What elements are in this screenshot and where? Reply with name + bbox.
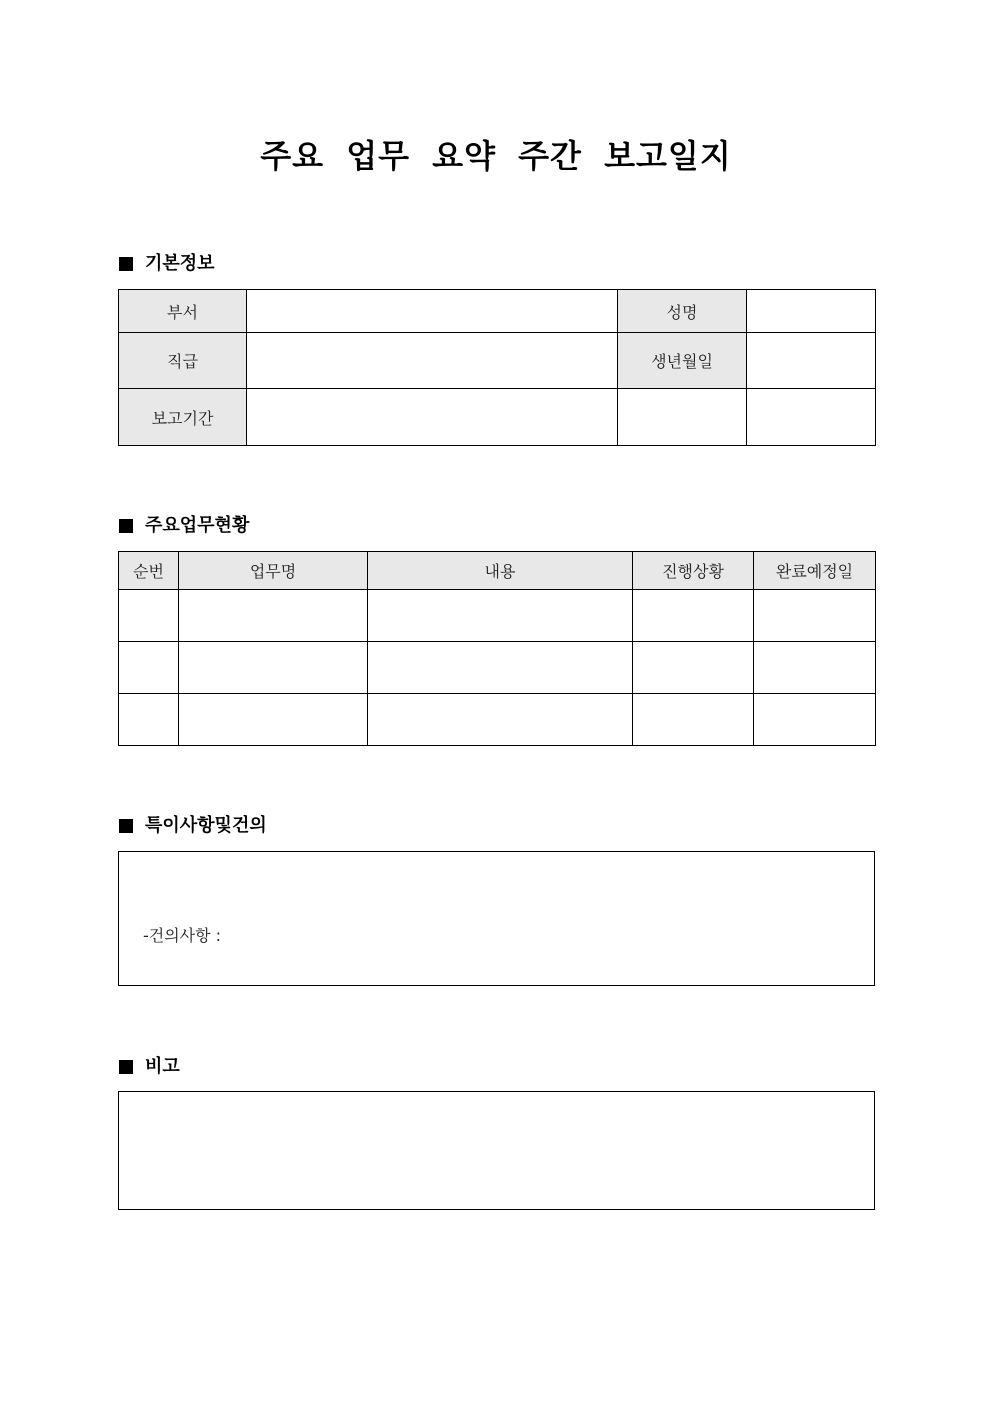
table-row — [119, 333, 876, 389]
report-period-label: 보고기간 — [119, 389, 247, 446]
task-content-cell[interactable] — [368, 694, 633, 746]
report-period-field[interactable] — [247, 389, 618, 446]
task-due-date-cell[interactable] — [754, 694, 876, 746]
birthdate-label: 생년월일 — [618, 333, 747, 389]
remarks-heading — [119, 1055, 180, 1079]
task-name-cell[interactable] — [179, 694, 368, 746]
column-header-content: 내용 — [368, 552, 633, 590]
department-label: 부서 — [119, 290, 247, 333]
special-notes-heading — [119, 814, 267, 838]
column-header-no: 순번 — [119, 552, 179, 590]
square-bullet-icon — [119, 519, 133, 533]
blank-cell[interactable] — [747, 389, 876, 446]
table-row — [119, 694, 876, 746]
basic-info-heading-label: 기본정보 — [145, 253, 215, 274]
task-name-cell[interactable] — [179, 642, 368, 694]
square-bullet-icon — [119, 819, 133, 833]
task-name-cell[interactable] — [179, 590, 368, 642]
task-progress-cell[interactable] — [633, 590, 754, 642]
suggestion-label: -건의사항 : — [143, 926, 222, 945]
column-header-progress: 진행상황 — [633, 552, 754, 590]
basic-info-table — [118, 289, 876, 446]
page-title: 주요 업무 요약 주간 보고일지 — [260, 137, 732, 175]
position-label: 직급 — [119, 333, 247, 389]
position-field[interactable] — [247, 333, 618, 389]
table-row — [119, 389, 876, 446]
special-notes-heading-label: 특이사항및건의 — [145, 815, 267, 836]
main-tasks-heading-label: 주요업무현황 — [145, 515, 250, 536]
column-header-task-name: 업무명 — [179, 552, 368, 590]
task-content-cell[interactable] — [368, 590, 633, 642]
department-field[interactable] — [247, 290, 618, 333]
table-row — [119, 590, 876, 642]
main-tasks-table — [118, 551, 876, 746]
table-row — [119, 290, 876, 333]
task-progress-cell[interactable] — [633, 642, 754, 694]
remarks-heading-label: 비고 — [145, 1056, 180, 1077]
basic-info-heading — [119, 252, 215, 276]
special-notes-box[interactable] — [118, 851, 875, 986]
name-field[interactable] — [747, 290, 876, 333]
blank-cell[interactable] — [618, 389, 747, 446]
name-label: 성명 — [618, 290, 747, 333]
table-row — [119, 642, 876, 694]
remarks-box[interactable] — [118, 1091, 875, 1210]
column-header-due-date: 완료예정일 — [754, 552, 876, 590]
task-content-cell[interactable] — [368, 642, 633, 694]
birthdate-field[interactable] — [747, 333, 876, 389]
square-bullet-icon — [119, 257, 133, 271]
task-due-date-cell[interactable] — [754, 590, 876, 642]
task-no-cell[interactable] — [119, 590, 179, 642]
task-no-cell[interactable] — [119, 642, 179, 694]
table-header-row — [119, 552, 876, 590]
task-progress-cell[interactable] — [633, 694, 754, 746]
task-no-cell[interactable] — [119, 694, 179, 746]
task-due-date-cell[interactable] — [754, 642, 876, 694]
main-tasks-heading — [119, 514, 249, 538]
square-bullet-icon — [119, 1060, 133, 1074]
